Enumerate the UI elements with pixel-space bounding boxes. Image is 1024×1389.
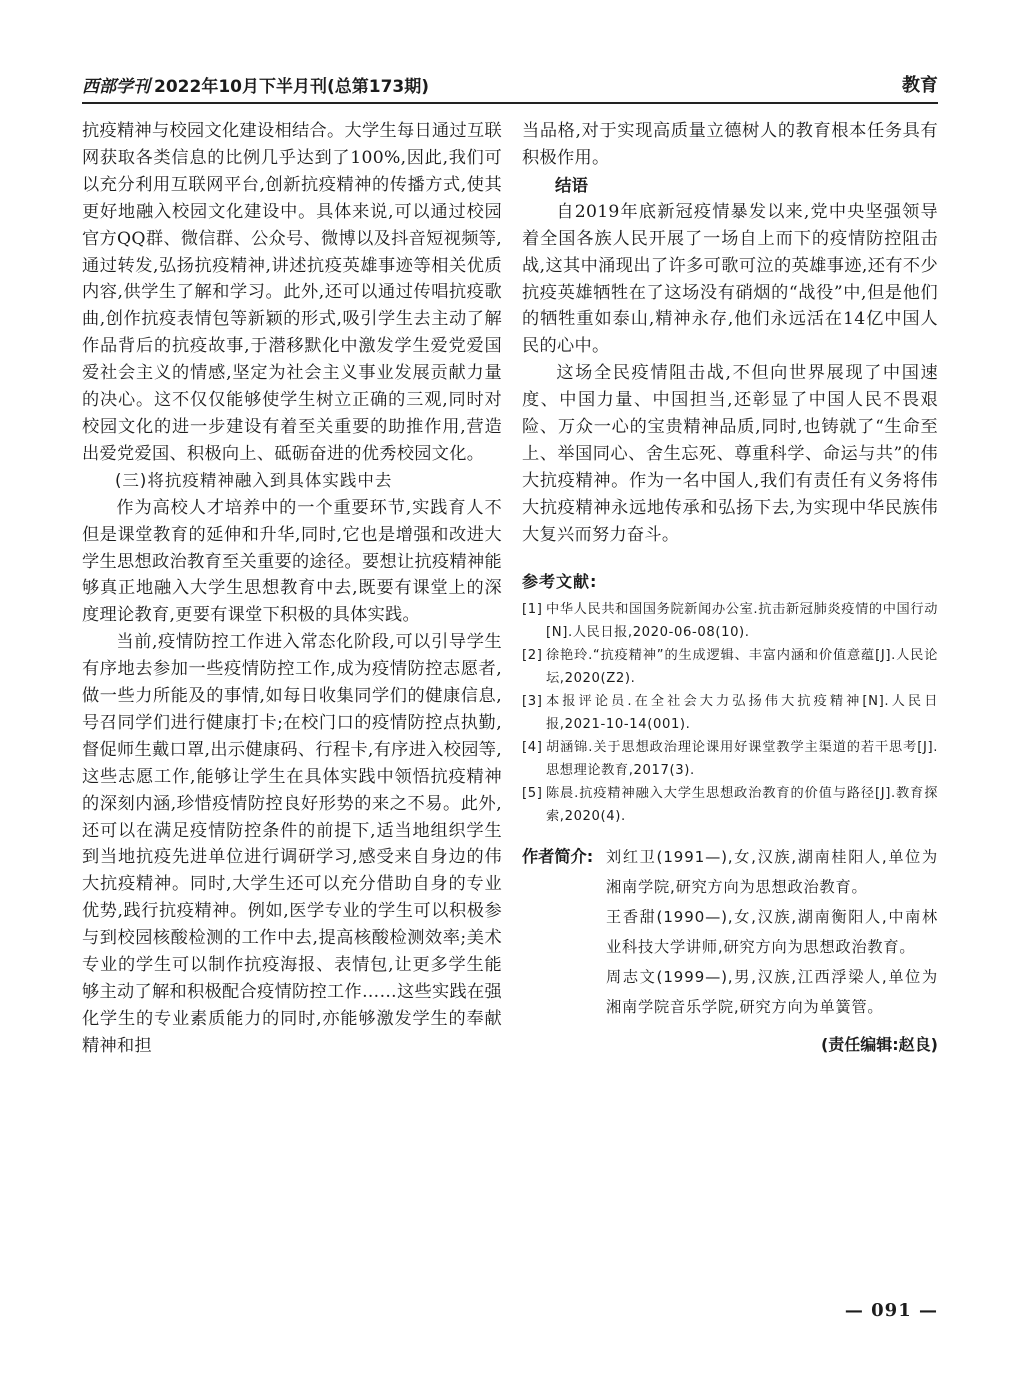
author-bio-label: 作者简介: xyxy=(522,846,594,866)
reference-item xyxy=(522,598,938,644)
reference-item xyxy=(522,782,938,828)
section-name: 教育 xyxy=(902,75,938,96)
references-title: 参考文献: xyxy=(522,571,598,591)
author-bio-entry: 王香甜(1990—),女,汉族,湖南衡阳人,中南林业科技大学讲师,研究方向为思想政治教育。 xyxy=(606,907,938,956)
reference-list xyxy=(522,598,938,828)
author-bio xyxy=(522,842,938,1022)
reference-text: 中华人民共和国国务院新闻办公室.抗击新冠肺炎疫情的中国行动[N].人民日报,2020-06-08(10). xyxy=(546,601,938,640)
reference-number: [4] xyxy=(522,739,543,755)
journal-logo: 西部学刊 xyxy=(82,77,150,97)
issue-info: 2022年10月下半月刊(总第173期) xyxy=(154,77,429,97)
reference-item xyxy=(522,690,938,736)
conclusion-heading: 结语 xyxy=(555,175,588,195)
author-bio-entry: 周志文(1999—),男,汉族,江西浮梁人,单位为湘南学院音乐学院,研究方向为单簧管。 xyxy=(606,967,938,1016)
reference-number: [5] xyxy=(522,785,543,801)
page-number: — 091 — xyxy=(844,1300,938,1321)
section-subheading: (三)将抗疫精神融入到具体实践中去 xyxy=(115,470,393,490)
journal-title xyxy=(82,72,429,97)
page-header xyxy=(82,68,938,104)
responsible-editor: (责任编辑:赵良) xyxy=(820,1034,938,1054)
body-paragraph: 当品格,对于实现高质量立德树人的教育根本任务具有积极作用。 xyxy=(522,121,938,168)
body-paragraph: 作为高校人才培养中的一个重要环节,实践育人不但是课堂教育的延伸和升华,同时,它也是增强和改进大学生思想政治教育至关重要的途径。要想让抗疫精神能够真正地融入大学生思想教育中去,既要有课堂上的深度理论教育,更要有课堂下积极的具体实践。 xyxy=(82,497,502,626)
reference-number: [3] xyxy=(522,693,543,709)
reference-number: [1] xyxy=(522,601,543,617)
conclusion-paragraph: 自2019年底新冠疫情暴发以来,党中央坚强领导着全国各族人民开展了一场自上而下的疫情防控阻击战,这其中涌现出了许多可歌可泣的英雄事迹,还有不少抗疫英雄牺牲在了这场没有硝烟的“战役”中,但是他们的牺牲重如泰山,精神永存,他们永远活在14亿中国人民的心中。 xyxy=(522,201,938,357)
author-bio-entry: 刘红卫(1991—),女,汉族,湖南桂阳人,单位为湘南学院,研究方向为思想政治教育。 xyxy=(606,847,938,896)
reference-number: [2] xyxy=(522,647,543,663)
conclusion-paragraph: 这场全民疫情阻击战,不但向世界展现了中国速度、中国力量、中国担当,还彰显了中国人民不畏艰险、万众一心的宝贵精神品质,同时,也铸就了“生命至上、举国同心、舍生忘死、尊重科学、命运与共”的伟大抗疫精神。作为一名中国人,我们有责任有义务将伟大抗疫精神永远地传承和弘扬下去,为实现中华民族伟大复兴而努力奋斗。 xyxy=(522,363,938,545)
reference-text: 本报评论员.在全社会大力弘扬伟大抗疫精神[N].人民日报,2021-10-14(001). xyxy=(546,693,938,732)
body-paragraph: 当前,疫情防控工作进入常态化阶段,可以引导学生有序地去参加一些疫情防控工作,成为疫情防控志愿者,做一些力所能及的事情,如每日收集同学们的健康信息,号召同学们进行健康打卡;在校门口的疫情防控点执勤,督促师生戴口罩,出示健康码、行程卡,有序进入校园等,这些志愿工作,能够让学生在具体实践中领悟抗疫精神的深刻内涵,珍惜疫情防控良好形势的来之不易。此外,还可以在满足疫情防控条件的前提下,适当地组织学生到当地抗疫先进单位进行调研学习,感受来自身边的伟大抗疫精神。同时,大学生还可以充分借助自身的专业优势,践行抗疫精神。例如,医学专业的学生可以积极参与到校园核酸检测的工作中去,提高核酸检测效率;美术专业的学生可以制作抗疫海报、表情包,让更多学生能够主动了解和积极配合疫情防控工作……这些实践在强化学生的专业素质能力的同时,亦能够激发学生的奉献精神和担 xyxy=(82,632,502,1056)
reference-text: 陈晨.抗疫精神融入大学生思想政治教育的价值与路径[J].教育探索,2020(4). xyxy=(546,785,938,824)
reference-text: 胡涵锦.关于思想政治理论课用好课堂教学主渠道的若干思考[J].思想理论教育,2017(3). xyxy=(546,739,938,778)
reference-item xyxy=(522,644,938,690)
right-column xyxy=(522,118,938,1055)
left-column xyxy=(82,118,502,1060)
body-paragraph: 抗疫精神与校园文化建设相结合。大学生每日通过互联网获取各类信息的比例几乎达到了100%,因此,我们可以充分利用互联网平台,创新抗疫精神的传播方式,使其更好地融入校园文化建设中。具体来说,可以通过校园官方QQ群、微信群、公众号、微博以及抖音短视频等,通过转发,弘扬抗疫精神,讲述抗疫英雄事迹等相关优质内容,供学生了解和学习。此外,还可以通过传唱抗疫歌曲,创作抗疫表情包等新颖的形式,吸引学生去主动了解作品背后的抗疫故事,于潜移默化中激发学生爱党爱国爱社会主义的情感,坚定为社会主义事业发展贡献力量的决心。这不仅仅能够使学生树立正确的三观,同时对校园文化的进一步建设有着至关重要的助推作用,营造出爱党爱国、积极向上、砥砺奋进的优秀校园文化。 xyxy=(82,121,502,464)
author-bio-body xyxy=(606,842,938,1022)
reference-item xyxy=(522,736,938,782)
reference-text: 徐艳玲.“抗疫精神”的生成逻辑、丰富内涵和价值意蕴[J].人民论坛,2020(Z2). xyxy=(546,647,938,686)
